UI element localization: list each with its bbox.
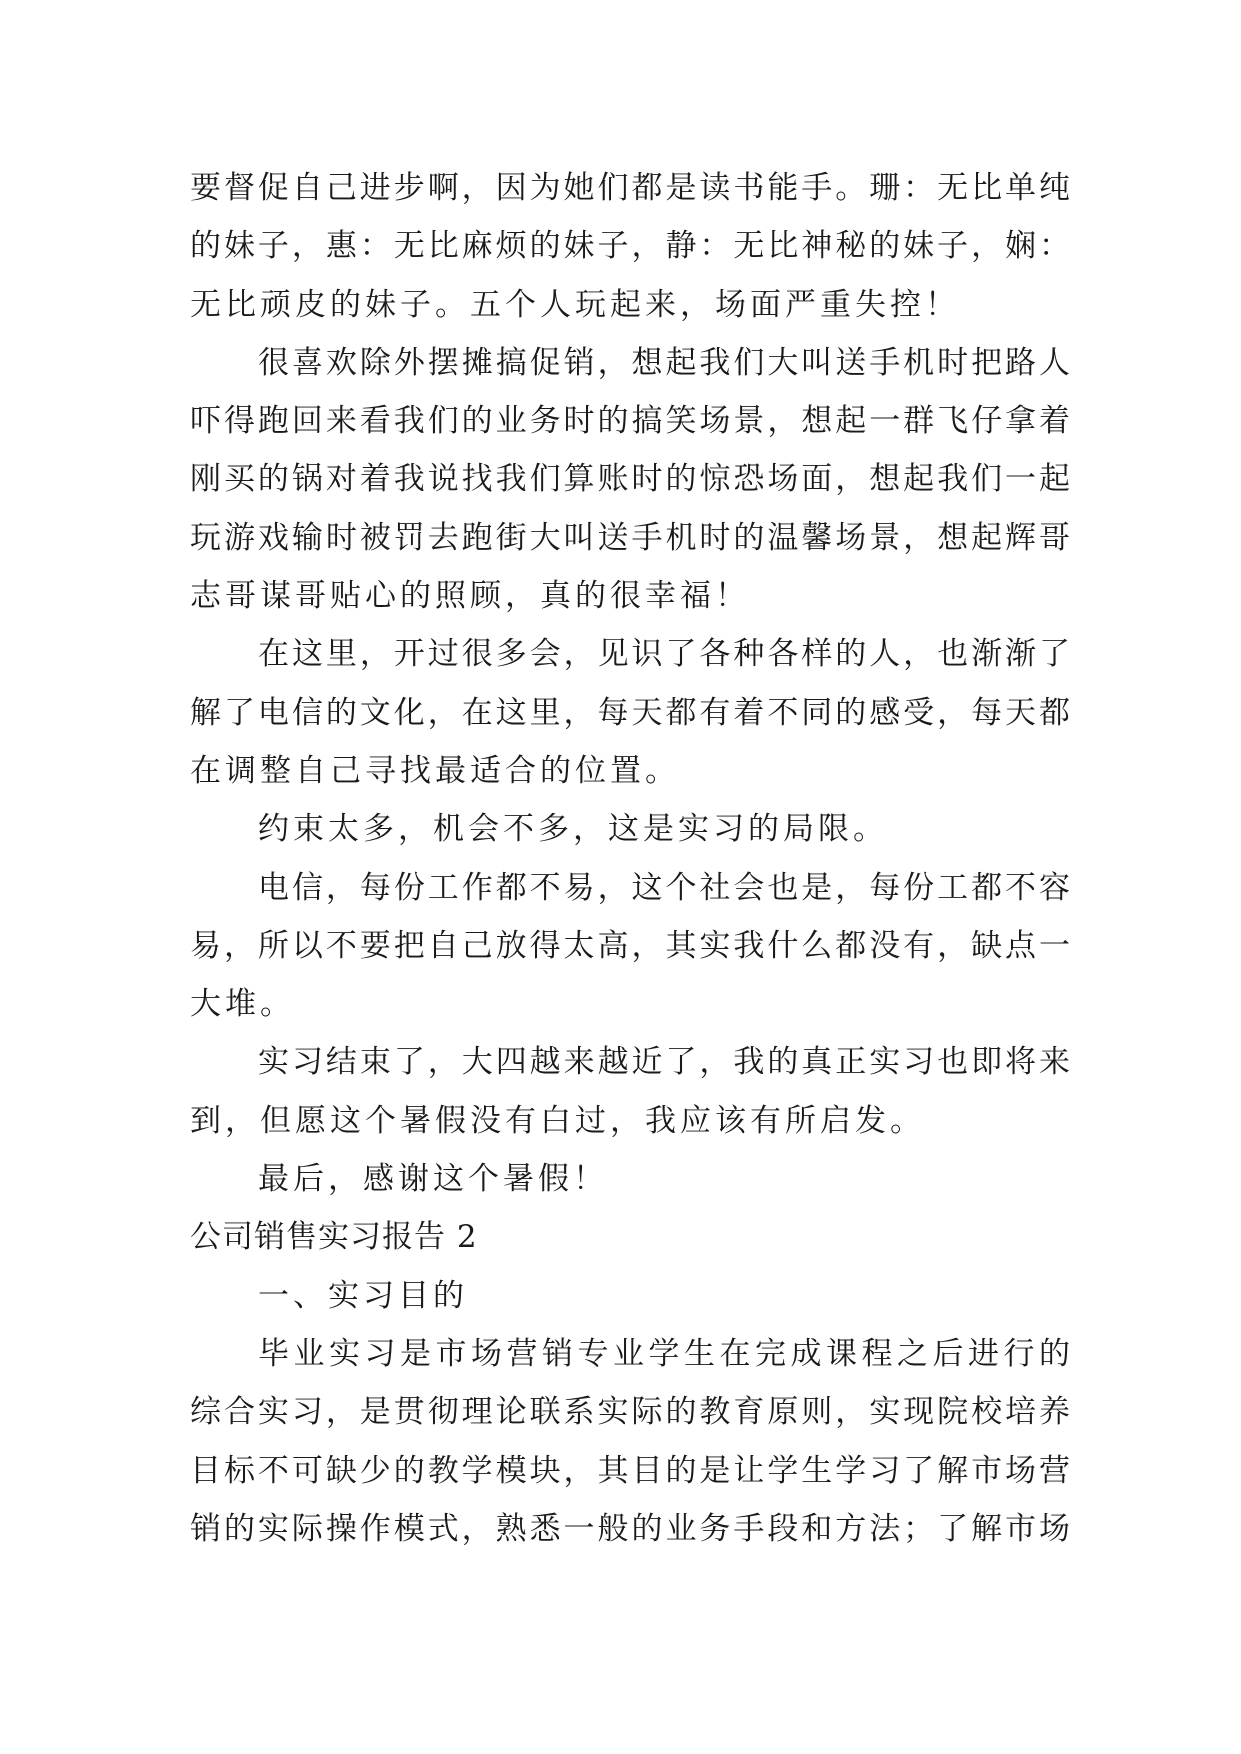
text-line: 志哥谋哥贴心的照顾，真的很幸福！ [190, 578, 750, 615]
text-line: 大堆。 [190, 986, 295, 1023]
subsection-heading: 一、实习目的 [258, 1277, 468, 1314]
text-line: 要督促自己进步啊，因为她们都是读书能手。珊：无比单纯 [190, 170, 1070, 206]
text-line: 玩游戏输时被罚去跑街大叫送手机时的温馨场景，想起辉哥 [190, 519, 1070, 556]
paragraph-first-line: 毕业实习是市场营销专业学生在完成课程之后进行的 [258, 1335, 1070, 1372]
text-line: 刚买的锅对着我说找我们算账时的惊恐场面，想起我们一起 [190, 461, 1070, 498]
text-line: 无比顽皮的妹子。五个人玩起来，场面严重失控！ [190, 286, 960, 323]
text-line: 综合实习，是贯彻理论联系实际的教育原则，实现院校培养 [190, 1394, 1070, 1431]
paragraph-first-line: 约束太多，机会不多，这是实习的局限。 [258, 811, 888, 848]
body-text [190, 159, 1070, 1558]
text-line: 吓得跑回来看我们的业务时的搞笑场景，想起一群飞仔拿着 [190, 403, 1070, 440]
text-line: 解了电信的文化，在这里，每天都有着不同的感受，每天都 [190, 694, 1070, 731]
paragraph-first-line: 很喜欢除外摆摊搞促销，想起我们大叫送手机时把路人 [258, 344, 1070, 381]
paragraph-first-line: 最后，感谢这个暑假！ [258, 1161, 608, 1198]
paragraph-first-line: 在这里，开过很多会，见识了各种各样的人，也渐渐了 [258, 636, 1070, 673]
text-line: 销的实际操作模式，熟悉一般的业务手段和方法；了解市场 [190, 1510, 1070, 1547]
paragraph-first-line: 电信，每份工作都不易，这个社会也是，每份工都不容 [258, 869, 1070, 906]
text-line: 在调整自己寻找最适合的位置。 [190, 752, 680, 789]
text-line: 到，但愿这个暑假没有白过，我应该有所启发。 [190, 1102, 925, 1139]
text-line: 目标不可缺少的教学模块，其目的是让学生学习了解市场营 [190, 1452, 1070, 1489]
text-line: 的妹子，惠：无比麻烦的妹子，静：无比神秘的妹子，娴： [190, 228, 1070, 265]
text-line: 易，所以不要把自己放得太高，其实我什么都没有，缺点一 [190, 927, 1070, 964]
section-title: 公司销售实习报告 2 [190, 1219, 478, 1256]
paragraph-first-line: 实习结束了，大四越来越近了，我的真正实习也即将来 [258, 1044, 1070, 1081]
